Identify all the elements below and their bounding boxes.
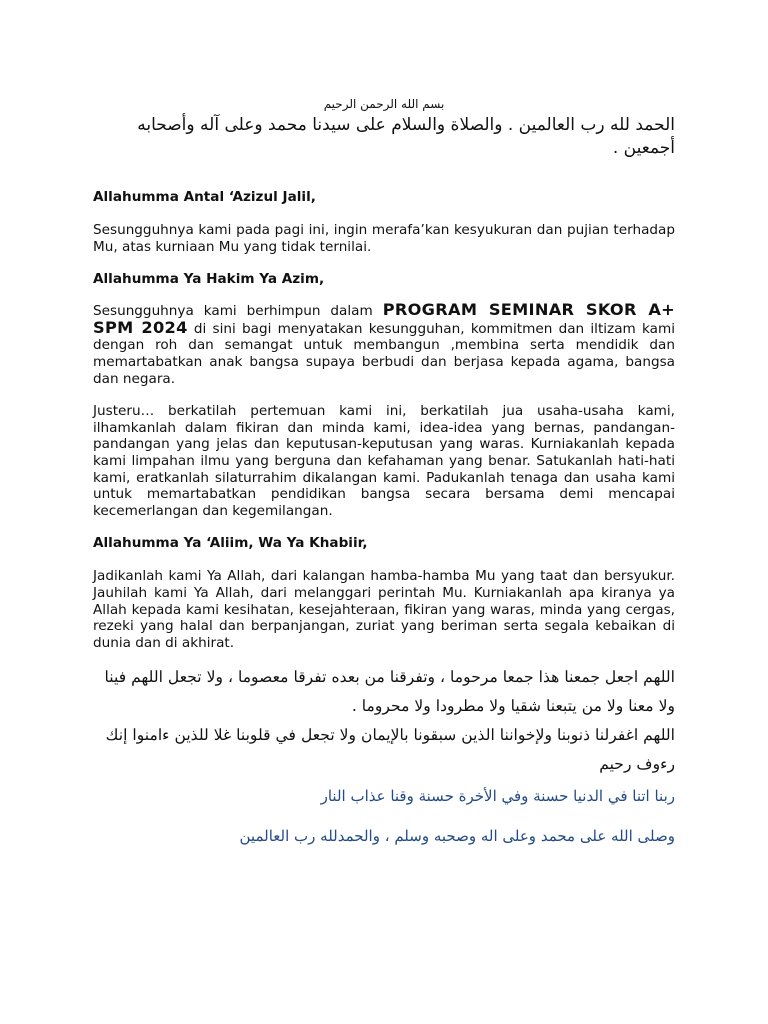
arabic-dua-gathering: اللهم اجعل جمعنا هذا جمعا مرحوما ، وتفرقنا من بعده تفرقا معصوما ، ولا تجعل اللهم فينا ولا معنا ولا من يتبعنا شقيا ولا مطرودا ولا محروما . <box>104 668 675 716</box>
program-name: PROGRAM SEMINAR SKOR A+ SPM 2024 <box>93 300 676 337</box>
paragraph-gratitude: Sesungguhnya kami pada pagi ini, ingin merafa’kan kesyukuran dan pujian terhadap Mu, atas kurniaan Mu yang tidak ternilai. <box>93 222 675 255</box>
arabic-dua-rabbana: ربنا اتنا في الدنيا حسنة وفي الأخرة حسنة وقنا عذاب النار <box>320 787 675 806</box>
heading-antal-azizul-jalil: Allahumma Antal ‘Azizul Jalil, <box>93 189 316 205</box>
paragraph-program-end: di sini bagi menyatakan kesungguhan, kommitmen dan iltizam kami dengan roh dan semangat untuk membangun ,membina serta mendidik dan memartabatkan anak bangsa supaya berbudi dan berjasa kepada agama, bangsa dan negara. <box>93 320 675 387</box>
paragraph-program-start: Sesungguhnya kami berhimpun dalam <box>93 303 373 320</box>
heading-ya-aliim-wa-ya-khabiir: Allahumma Ya ‘Aliim, Wa Ya Khabiir, <box>93 535 368 552</box>
paragraph-supplication: Jadikanlah kami Ya Allah, dari kalangan hamba-hamba Mu yang taat dan bersyukur. Jauhilah kami Ya Allah, dari melanggari perintah Mu. Kurniakanlah apa kiranya ya Allah kepada kami kesihatan, kesejahteraan, fikiran yang waras, minda yang cergas, rezeki yang halal dan berpanjangan, zuriat yang beriman serta segala kebaikan di dunia dan di akhirat. <box>93 568 675 651</box>
document-page <box>93 96 675 847</box>
arabic-dua-forgiveness: اللهم اغفرلنا ذنوبنا ولإخواننا الذين سبقونا بالإيمان ولا تجعل في قلوبنا غلا للذين ءامنوا إنك رءوف رحيم <box>105 726 675 774</box>
paragraph-program <box>93 302 675 387</box>
heading-ya-hakim-ya-azim: Allahumma Ya Hakim Ya Azim, <box>93 271 325 288</box>
paragraph-blessings: Justeru… berkatilah pertemuan kami ini, berkatilah jua usaha-usaha kami, ilhamkanlah dalam fikiran dan minda kami, idea-idea yang bernas, pandangan-pandangan yang jelas dan keputusan-keputusan yang waras. Kurniakanlah kepada kami limpahan ilmu yang berguna dan kefahaman yang benar. Satukanlah hati-hati kami, eratkanlah silaturrahim dikalangan kami. Padukanlah tenaga dan usaha kami untuk memartabatkan pendidikan bangsa secara bersama demi mencapai kecemerlangan dan kegemilangan. <box>93 403 675 519</box>
opening-praise: الحمد لله رب العالمين . والصلاة والسلام على سيدنا محمد وعلى آله وأصحابه أجمعين . <box>137 115 675 158</box>
arabic-closing-salawat: وصلى الله على محمد وعلى اله وصحبه وسلم ، والحمدلله رب العالمين <box>239 827 675 846</box>
basmala: بسم الله الرحمن الرحيم <box>323 97 445 111</box>
